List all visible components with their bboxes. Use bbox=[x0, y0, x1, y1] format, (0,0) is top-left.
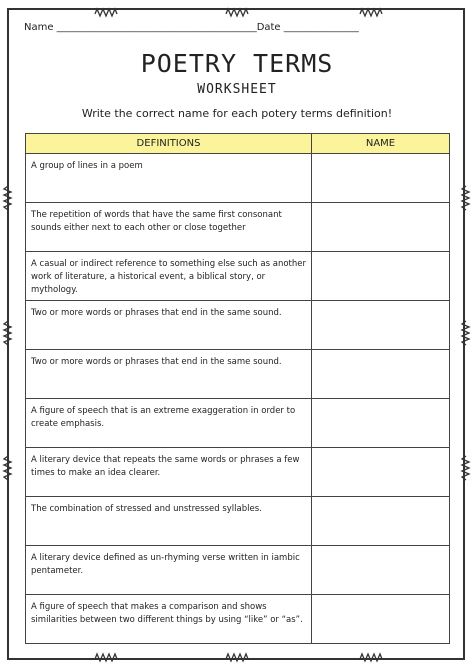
answer-cell[interactable] bbox=[312, 350, 450, 399]
answer-cell[interactable] bbox=[312, 252, 450, 301]
name-blank[interactable]: ________________________________________ bbox=[56, 22, 257, 33]
answer-cell[interactable] bbox=[312, 546, 450, 595]
answer-cell[interactable] bbox=[312, 301, 450, 350]
definition-cell: Two or more words or phrases that end in the same sound. bbox=[26, 301, 312, 350]
table-row bbox=[26, 595, 450, 644]
definitions-header: DEFINITIONS bbox=[26, 134, 312, 154]
table-row bbox=[26, 399, 450, 448]
table-header-row bbox=[26, 134, 450, 154]
table-row bbox=[26, 301, 450, 350]
table-row bbox=[26, 448, 450, 497]
table-row bbox=[26, 252, 450, 301]
table-row bbox=[26, 154, 450, 203]
worksheet-title: POETRY TERMS bbox=[140, 49, 334, 78]
answer-cell[interactable] bbox=[312, 497, 450, 546]
table-row bbox=[26, 350, 450, 399]
table-row bbox=[26, 203, 450, 252]
answer-cell[interactable] bbox=[312, 203, 450, 252]
answer-cell[interactable] bbox=[312, 154, 450, 203]
answer-cell[interactable] bbox=[312, 399, 450, 448]
definition-cell: A figure of speech that is an extreme exaggeration in order to create emphasis. bbox=[26, 399, 312, 448]
definition-cell: The combination of stressed and unstressed syllables. bbox=[26, 497, 312, 546]
terms-table bbox=[25, 133, 450, 644]
instruction-text: Write the correct name for each potery terms definition! bbox=[81, 107, 393, 120]
definition-cell: A literary device that repeats the same words or phrases a few times to make an idea clearer. bbox=[26, 448, 312, 497]
date-label: Date bbox=[256, 22, 284, 33]
definition-cell: A group of lines in a poem bbox=[26, 154, 312, 203]
answer-cell[interactable] bbox=[312, 595, 450, 644]
definition-cell: The repetition of words that have the same first consonant sounds either next to each other or close together bbox=[26, 203, 312, 252]
definition-cell: Two or more words or phrases that end in the same sound. bbox=[26, 350, 312, 399]
name-label: Name bbox=[24, 22, 57, 33]
date-blank[interactable]: _______________ bbox=[283, 22, 359, 33]
answer-cell[interactable] bbox=[312, 448, 450, 497]
definition-cell: A literary device defined as un-rhyming verse written in iambic pentameter. bbox=[26, 546, 312, 595]
table-row bbox=[26, 497, 450, 546]
table-row bbox=[26, 546, 450, 595]
name-date-line bbox=[24, 22, 454, 33]
definition-cell: A figure of speech that makes a comparison and shows similarities between two different things by using “like” or “as”. bbox=[26, 595, 312, 644]
name-header: NAME bbox=[312, 134, 450, 154]
worksheet-subtitle: WORKSHEET bbox=[197, 82, 277, 97]
definition-cell: A casual or indirect reference to something else such as another work of literature, a historical event, a biblical story, or mythology. bbox=[26, 252, 312, 301]
